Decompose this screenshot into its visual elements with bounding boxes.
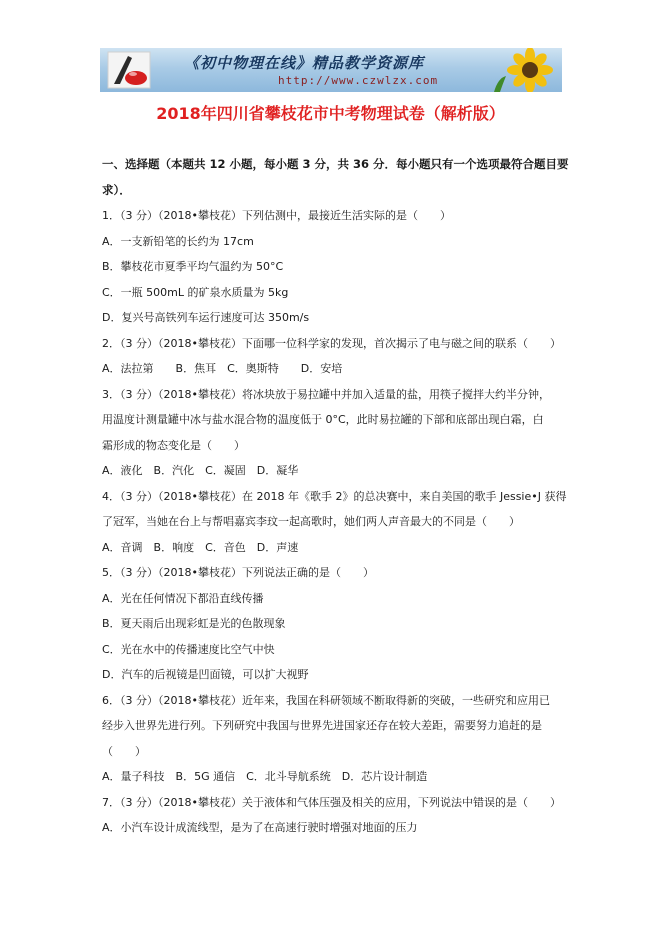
exam-content [102, 152, 572, 841]
question-line: A．一支新铅笔的长约为 17cm [102, 234, 254, 248]
question-line: 5．（3 分）（2018•攀枝花）下列说法正确的是（ ） [102, 566, 374, 579]
question-line: 6．（3 分）（2018•攀枝花）近年来，我国在科研领域不断取得新的突破，一些研究和应用已 [102, 693, 550, 707]
question-line: （ ） [102, 744, 146, 758]
question-line: A．光在任何情况下都沿直线传播 [102, 591, 264, 605]
question-line: 3．（3 分）（2018•攀枝花）将冰块放于易拉罐中并加入适量的盐，用筷子搅拌大约半分钟， [102, 387, 550, 401]
sunflower-icon [488, 48, 558, 92]
question-line: 7．（3 分）（2018•攀枝花）关于液体和气体压强及相关的应用，下列说法中错误的是（ ） [102, 795, 561, 809]
question-line: 用温度计测量罐中冰与盐水混合物的温度低于 0°C，此时易拉罐的下部和底部出现白霜，白 [102, 413, 544, 426]
logo-icon [106, 50, 152, 90]
question-line: A．法拉第 B．焦耳 C．奥斯特 D．安培 [102, 362, 343, 375]
section-heading-line: 求）． [102, 182, 131, 197]
question-line: 4．（3 分）（2018•攀枝花）在 2018 年《歌手 2》的总决赛中，来自美国的歌手 Jessie•J 获得 [102, 489, 567, 503]
question-line: C．光在水中的传播速度比空气中快 [102, 642, 275, 656]
question-line: 霜形成的物态变化是（ ） [102, 438, 245, 452]
question-line: A．量子科技 B．5G 通信 C．北斗导航系统 D．芯片设计制造 [102, 770, 428, 783]
question-line: 了冠军，当她在台上与帮唱嘉宾李玟一起高歌时，她们两人声音最大的不同是（ ） [102, 515, 520, 528]
question-line: C．一瓶 500mL 的矿泉水质量为 5kg [102, 285, 289, 299]
header-banner [100, 48, 562, 92]
section-heading-line: 一、选择题（本题共 12 小题，每小题 3 分，共 36 分．每小题只有一个选项最符合题目要 [102, 157, 569, 171]
question-line: A．音调 B．响度 C．音色 D．声速 [102, 540, 299, 554]
question-line: D．复兴号高铁列车运行速度可达 350m/s [102, 311, 310, 324]
question-line: 2．（3 分）（2018•攀枝花）下面哪一位科学家的发现，首次揭示了电与磁之间的联系（ ） [102, 336, 561, 350]
banner-url: http://www.czwlzx.com [278, 74, 439, 87]
question-line: A．小汽车设计成流线型，是为了在高速行驶时增强对地面的压力 [102, 821, 418, 834]
question-line: 经步入世界先进行列。下列研究中我国与世界先进国家还存在较大差距，需要努力追赶的是 [102, 719, 542, 732]
question-line: B．攀枝花市夏季平均气温约为 50°C [102, 260, 284, 273]
banner-title: 《初中物理在线》精品教学资源库 [184, 54, 425, 72]
question-line: 1．（3 分）（2018•攀枝花）下列估测中，最接近生活实际的是（ ） [102, 209, 451, 222]
question-line: B．夏天雨后出现彩虹是光的色散现象 [102, 617, 286, 630]
document-title: 2018年四川省攀枝花市中考物理试卷（解析版） [156, 104, 505, 123]
question-line: D．汽车的后视镜是凹面镜，可以扩大视野 [102, 668, 309, 681]
question-line: A．液化 B．汽化 C．凝固 D．凝华 [102, 464, 299, 477]
